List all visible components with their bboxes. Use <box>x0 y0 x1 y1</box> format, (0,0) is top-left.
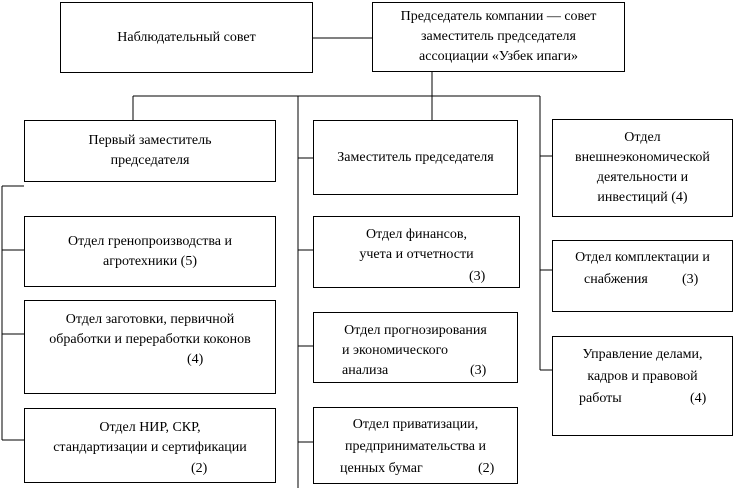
zagotovka-line-1: Отдел заготовки, первичной <box>65 312 235 327</box>
supply-count: (3) <box>682 272 699 287</box>
privat-line-3: ценных бумаг <box>340 461 423 476</box>
forecast-dept-box <box>313 312 518 383</box>
first-deputy-line-1: Первый заместитель <box>88 133 212 148</box>
admin-line-2: кадров и правовой <box>587 369 698 384</box>
admin-line-3: работы <box>579 391 622 406</box>
privat-count: (2) <box>478 461 495 476</box>
admin-count: (4) <box>690 391 707 406</box>
privat-line-1: Отдел приватизации, <box>352 417 479 432</box>
nir-count: (2) <box>191 461 208 476</box>
privat-line-2: предпринимательства и <box>345 439 486 454</box>
finance-dept-box <box>313 216 520 288</box>
first-deputy-box <box>24 120 276 182</box>
chairman-line-2: заместитель председателя <box>421 29 576 44</box>
foreign-econ-line-4: инвестиций (4) <box>597 190 688 205</box>
forecast-count: (3) <box>470 363 487 378</box>
foreign-econ-box <box>552 119 733 217</box>
greno-line-1: Отдел гренопроизводства и <box>67 233 233 249</box>
forecast-line-2: и экономического <box>342 343 448 358</box>
finance-line-2: учета и отчетности <box>359 247 474 262</box>
greno-dept-box <box>24 216 276 287</box>
finance-line-1: Отдел финансов, <box>366 227 467 242</box>
forecast-line-3: анализа <box>342 363 389 378</box>
finance-count: (3) <box>469 269 486 284</box>
supervisory-board-box <box>60 2 313 73</box>
greno-line-2: агротехники (5) <box>102 253 198 269</box>
admin-line-1: Управление делами, <box>582 347 703 362</box>
foreign-econ-line-3: деятельности и <box>596 170 689 185</box>
deputy-box <box>313 120 518 195</box>
admin-dept-box <box>552 336 733 436</box>
nir-dept-box <box>24 408 276 483</box>
foreign-econ-line-2: внешнеэкономической <box>575 150 710 165</box>
first-deputy-line-2: председателя <box>110 153 190 168</box>
zagotovka-count: (4) <box>187 352 204 367</box>
chairman-line-1: Председатель компании — совет <box>400 9 597 24</box>
zagotovka-dept-box <box>24 300 276 394</box>
deputy-label: Заместитель председателя <box>337 149 494 165</box>
nir-line-1: Отдел НИР, СКР, <box>99 420 201 435</box>
forecast-line-1: Отдел прогнозирования <box>344 323 487 338</box>
supervisory-board-label: Наблюдательный совет <box>117 29 256 45</box>
nir-line-2: стандартизации и сертификации <box>53 440 247 455</box>
supply-line-2: снабжения <box>584 272 648 287</box>
privat-dept-box <box>313 407 518 484</box>
chairman-line-3: ассоциации «Узбек ипаги» <box>419 49 578 64</box>
zagotovka-line-2: обработки и переработки коконов <box>49 332 251 347</box>
supply-line-1: Отдел комплектации и <box>575 250 710 265</box>
foreign-econ-line-1: Отдел <box>624 130 661 145</box>
supply-dept-box <box>552 240 733 312</box>
chairman-box <box>372 2 625 72</box>
